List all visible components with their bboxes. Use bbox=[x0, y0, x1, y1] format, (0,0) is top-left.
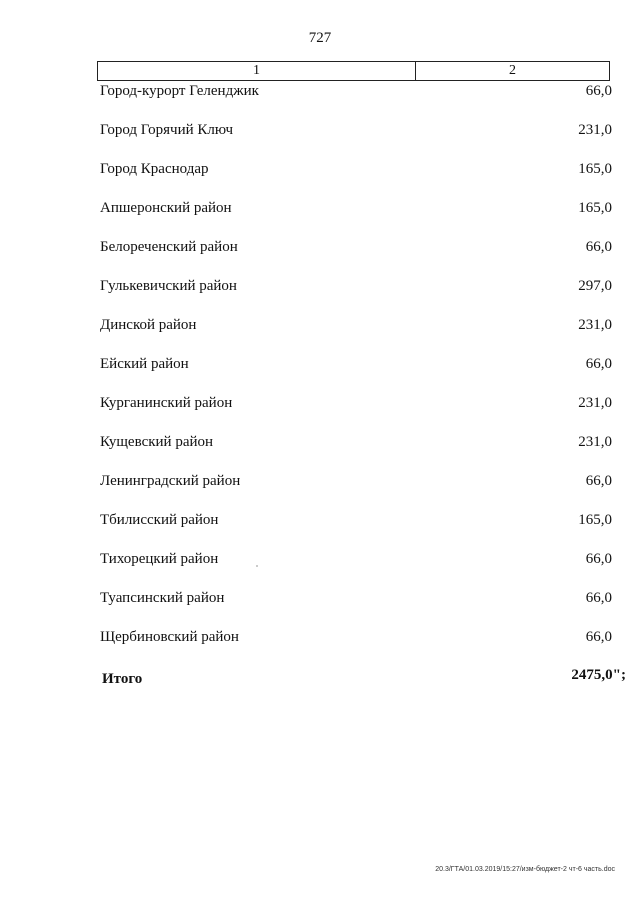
row-value: 165,0 bbox=[578, 200, 612, 216]
scan-speck bbox=[256, 565, 258, 567]
row-value: 165,0 bbox=[578, 161, 612, 177]
row-name: Туапсинский район bbox=[100, 590, 225, 606]
row-name: Ленинградский район bbox=[100, 473, 241, 489]
row-name: Город-курорт Геленджик bbox=[100, 83, 259, 99]
row-name: Гулькевичский район bbox=[100, 278, 237, 294]
table-row bbox=[100, 197, 612, 219]
table-row bbox=[100, 314, 612, 336]
row-name: Город Горячий Ключ bbox=[100, 122, 234, 138]
row-name: Динской район bbox=[100, 317, 197, 333]
row-name: Город Краснодар bbox=[100, 161, 209, 177]
row-name: Тбилисский район bbox=[100, 512, 219, 528]
row-name: Апшеронский район bbox=[100, 200, 232, 216]
table-row bbox=[100, 236, 612, 258]
total-value: 2475,0"; bbox=[571, 667, 626, 683]
table-row bbox=[100, 80, 612, 102]
row-value: 66,0 bbox=[585, 473, 612, 489]
table-row bbox=[100, 470, 612, 492]
row-value: 297,0 bbox=[578, 278, 612, 294]
row-value: 66,0 bbox=[585, 590, 612, 606]
row-value: 231,0 bbox=[578, 434, 612, 450]
row-name: Ейский район bbox=[100, 356, 189, 372]
table-row bbox=[100, 626, 612, 648]
page-number: 727 bbox=[308, 30, 332, 46]
row-value: 165,0 bbox=[578, 512, 612, 528]
row-name: Тихорецкий район bbox=[100, 551, 219, 567]
row-name: Курганинский район bbox=[100, 395, 233, 411]
row-value: 66,0 bbox=[585, 356, 612, 372]
table-row bbox=[100, 587, 612, 609]
table-row bbox=[100, 353, 612, 375]
table-row bbox=[100, 275, 612, 297]
row-value: 231,0 bbox=[578, 122, 612, 138]
row-value: 231,0 bbox=[578, 317, 612, 333]
total-label: Итого bbox=[102, 671, 143, 687]
row-value: 66,0 bbox=[585, 239, 612, 255]
row-value: 231,0 bbox=[578, 395, 612, 411]
row-name: Белореченский район bbox=[100, 239, 238, 255]
table-row bbox=[100, 158, 612, 180]
row-name: Кущевский район bbox=[100, 434, 214, 450]
table-header-col-1: 1 bbox=[98, 62, 416, 80]
document-footer: 20.3/ГТА/01.03.2019/15:27/изм-бюджет-2 чт-6 часть.doc bbox=[435, 866, 615, 873]
row-value: 66,0 bbox=[585, 83, 612, 99]
row-value: 66,0 bbox=[585, 629, 612, 645]
table-row bbox=[100, 509, 612, 531]
table-row bbox=[100, 548, 612, 570]
total-row bbox=[102, 668, 626, 690]
table-row bbox=[100, 119, 612, 141]
row-value: 66,0 bbox=[585, 551, 612, 567]
table-header-col-2: 2 bbox=[509, 63, 516, 78]
table-row bbox=[100, 431, 612, 453]
table-row bbox=[100, 392, 612, 414]
row-name: Щербиновский район bbox=[100, 629, 239, 645]
